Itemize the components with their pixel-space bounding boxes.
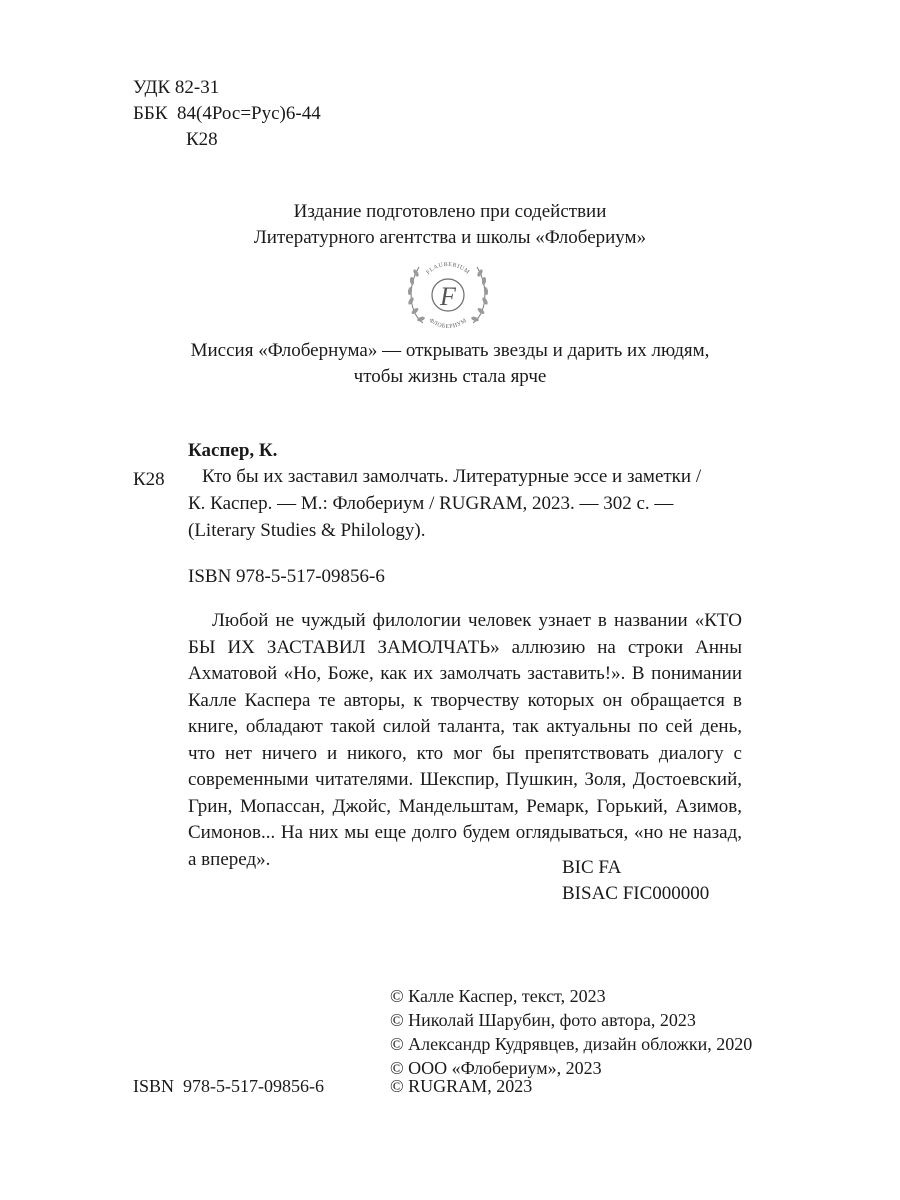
bic-code: BIC FA [562, 857, 622, 878]
udk-code: УДК 82-31 [133, 77, 220, 98]
copyright-isbn: ISBN 978-5-517-09856-6 [133, 1076, 324, 1096]
logo-bottom-text: ФЛОБЕРИУМ [427, 317, 469, 331]
mission-line-1: Миссия «Флобернума» — открывать звезды и дарить их людям, [190, 340, 710, 361]
annotation-text: Любой не чуждый филологии человек узнает в названии «КТО БЫ ИХ ЗАСТАВИЛ ЗАМОЛЧАТЬ» аллюзию на строки Анны Ахматовой «Но, Боже, как их замолчать заставить!». В понимании Калле Каспера те авторы, к творчеству которых он обращается в книге, обладают такой силой таланта, так актуальны по сей день, что нет ничего и никого, кто мог бы препятствовать диалогу с современными читателями. Шекспир, Пушкин, Золя, Достоевский, Грин, Мопассан, Джойс, Мандельштам, Ремарк, Горький, Азимов, Симонов... На них мы еще долго будем оглядываться, «но не назад, а вперед». [188, 610, 742, 870]
author-mark-top: К28 [186, 129, 218, 150]
annotation [188, 608, 742, 873]
logo-top-text: FLAUBERIUM [425, 261, 471, 276]
svg-text:FLAUBERIUM [426, 262, 471, 276]
author-heading: Каспер, К. [188, 440, 278, 461]
copyright-line-2: © Николай Шарубин, фото автора, 2023 [390, 1010, 696, 1030]
bib-line-1: Кто бы их заставил замолчать. Литературные эссе и заметки / [202, 466, 702, 487]
copyright-line-4: © ООО «Флобериум», 2023 [390, 1058, 602, 1078]
copyright-line-3: © Александр Кудрявцев, дизайн обложки, 2020 [390, 1034, 753, 1054]
author-mark-left: К28 [133, 469, 165, 490]
svg-text:ФЛОБЕРИУМ [428, 318, 469, 330]
publisher-note-line-2: Литературного агентства и школы «Флобериум» [253, 227, 647, 248]
copyright-line-1: © Калле Каспер, текст, 2023 [390, 986, 606, 1006]
bbk-code: ББК 84(4Рос=Рус)6-44 [133, 103, 321, 124]
mission-line-2: чтобы жизнь стала ярче [353, 366, 547, 387]
bib-line-2: К. Каспер. — М.: Флобериум / RUGRAM, 2023. — 302 с. — [188, 493, 674, 514]
bib-line-3: (Literary Studies & Philology). [188, 520, 426, 541]
publisher-note-line-1: Издание подготовлено при содействии [293, 201, 607, 222]
flauberium-laurel-logo-icon [403, 253, 493, 333]
logo-monogram: F [440, 282, 456, 311]
bib-isbn: ISBN 978-5-517-09856-6 [188, 566, 385, 587]
copyright-line-5: © RUGRAM, 2023 [390, 1076, 533, 1096]
bisac-code: BISAC FIC000000 [562, 883, 710, 904]
